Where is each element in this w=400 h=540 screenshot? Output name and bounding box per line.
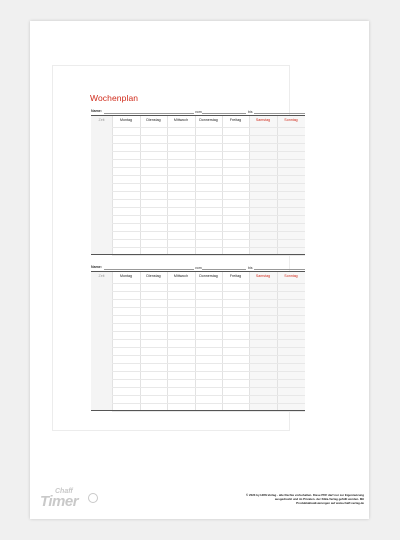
column-divider [112,271,113,411]
from-label: vom [195,110,202,114]
column-bg [277,271,305,411]
table-row [112,231,305,232]
clock-icon [88,493,98,503]
table-row [112,127,305,128]
column-divider [222,115,223,255]
column-header: Samstag [255,118,271,122]
copyright-note: © 2023 by HRN-Verlag · alle Rechte vorbehalten. Diese PDF darf nur zur Eigennutzung ausgedruckt und im Privaten- der KiBa-Verlag gefüllt werden. Mit Produktaktualisierungen auf www.chaff-verlag.de [246,493,364,505]
column-divider [112,115,113,255]
column-header: Mittwoch [173,274,189,278]
from-label-2: vom [195,266,202,270]
name-label: Name: [91,109,102,113]
table-row [112,379,305,380]
column-header: Samstag [255,274,271,278]
table-row [112,239,305,240]
logo-large-text: Timer [40,493,79,510]
column-bg [140,115,167,255]
table-row [112,339,305,340]
table-row [112,411,305,412]
from-line [202,113,246,114]
table-bottom-rule [91,410,305,411]
column-header: Zeit [98,274,105,278]
table-row [112,183,305,184]
column-header: Montag [120,274,132,278]
table-row [112,199,305,200]
column-bg [91,115,112,255]
to-label: bis [248,110,253,114]
table-row [112,363,305,364]
column-divider [277,115,278,255]
table-row [112,159,305,160]
column-bg [249,271,277,411]
name-label-2: Name: [91,265,102,269]
column-header: Sonntag [284,118,298,122]
to-line [254,113,305,114]
column-divider [249,271,250,411]
column-divider [222,271,223,411]
column-header: Dienstag [146,274,161,278]
column-bg [277,115,305,255]
table-bottom-rule [91,254,305,255]
table-row [112,291,305,292]
column-bg [140,271,167,411]
column-header: Mittwoch [173,118,189,122]
column-divider [277,271,278,411]
column-divider [249,115,250,255]
table-row [112,307,305,308]
table-top-rule [91,271,305,272]
table-row [112,395,305,396]
schedule-table-1 [91,115,305,255]
name-line [104,113,194,114]
column-header: Freitag [229,118,242,122]
column-bg [195,115,222,255]
table-top-rule [91,115,305,116]
table-row [112,215,305,216]
column-header: Donnerstag [199,118,218,122]
column-divider [140,115,141,255]
from-line-2 [202,269,246,270]
column-bg [249,115,277,255]
column-bg [167,115,195,255]
column-header: Freitag [229,274,242,278]
table-row [112,323,305,324]
table-row [112,315,305,316]
name-line-2 [104,269,194,270]
table-row [112,151,305,152]
column-divider [167,271,168,411]
table-row [112,403,305,404]
table-row [112,299,305,300]
table-row [112,143,305,144]
column-bg [167,271,195,411]
column-bg [91,271,112,411]
table-row [112,207,305,208]
brand-logo [40,488,102,514]
column-header: Donnerstag [199,274,218,278]
document-title: Wochenplan [90,93,139,103]
table-row [112,283,305,284]
table-row [112,167,305,168]
table-row [112,175,305,176]
table-row [112,247,305,248]
table-row [112,355,305,356]
column-bg [222,115,249,255]
schedule-table-2 [91,271,305,411]
to-label-2: bis [248,266,253,270]
column-bg [112,271,140,411]
column-header: Montag [120,118,132,122]
to-line-2 [254,269,305,270]
table-row [112,191,305,192]
column-divider [167,115,168,255]
table-row [112,331,305,332]
table-row [112,347,305,348]
column-bg [112,115,140,255]
column-divider [195,271,196,411]
column-divider [195,115,196,255]
column-header: Sonntag [284,274,298,278]
column-divider [140,271,141,411]
column-header: Zeit [98,118,105,122]
table-row [112,371,305,372]
logo-small-text: Chaff [55,488,73,495]
column-header: Dienstag [146,118,161,122]
table-row [112,223,305,224]
column-bg [222,271,249,411]
table-row [112,135,305,136]
column-bg [195,271,222,411]
table-row [112,387,305,388]
table-row [112,255,305,256]
